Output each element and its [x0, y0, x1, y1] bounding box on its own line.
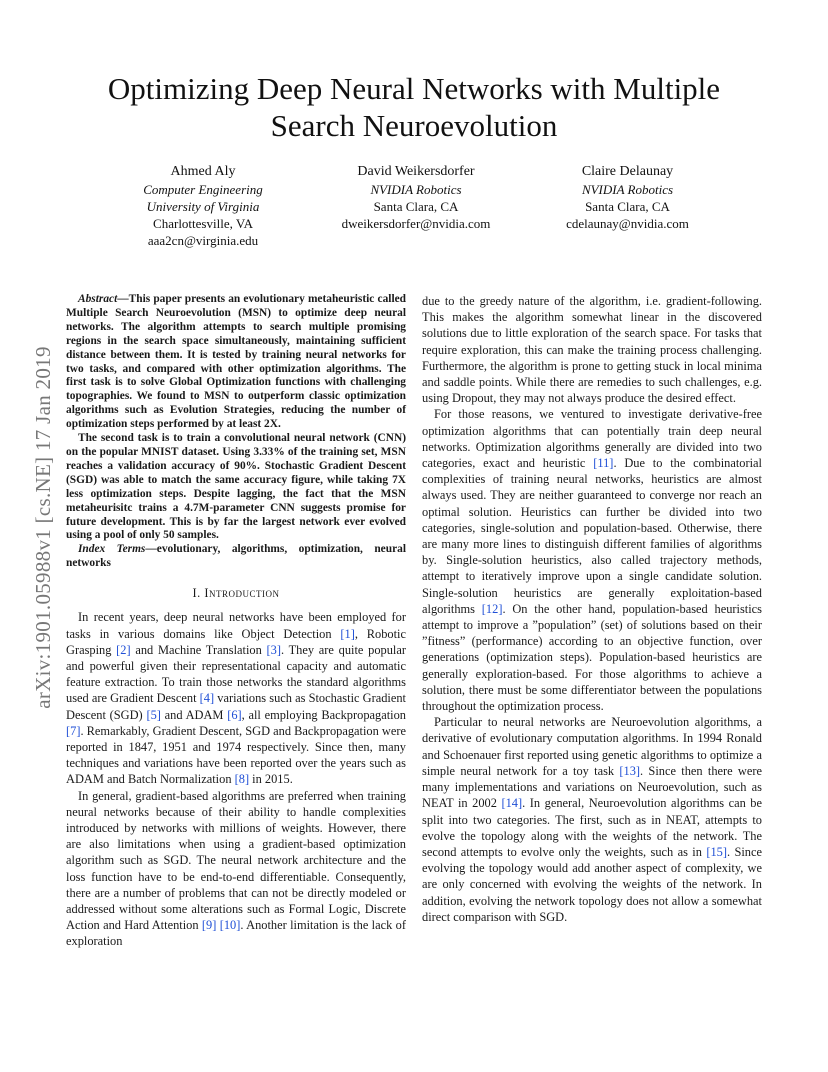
author-email: aaa2cn@virginia.edu	[147, 233, 259, 248]
citation-link[interactable]: [3]	[266, 642, 281, 657]
intro-paragraph-2-continued: due to the greedy nature of the algorithm, i.e. gradient-following. This makes the algorithm somewhat linear in the discovered solutions due to little exploration of the search space. For tasks that require exploration, this can make the training process challenging. Furthermore, the algorithm is prone to getting stuck in local minima and saddle points. While there are remedies to such challenges, e.g. using Dropout, they may not always produce the desired effect.	[422, 294, 762, 406]
title-line-1: Optimizing Deep Neural Networks with Multiple	[107, 71, 721, 106]
citation-link[interactable]: [14]	[501, 796, 523, 811]
author-affiliation: NVIDIA Robotics	[581, 182, 674, 197]
author-name: Ahmed Aly	[170, 164, 236, 179]
citation-link[interactable]: [10]	[219, 918, 241, 933]
abstract	[66, 293, 406, 571]
abstract-paragraph-1: Abstract—This paper presents an evolutionary metaheuristic called Multiple Search Neuroevolution (MSN) to optimize deep neural networks. The algorithm attempts to search multiple promising regions in the search space simultaneously, maintaining sufficient distance between them. It is tested by training neural networks for two tasks, and compared with other optimization algorithms. The first task is to solve Global Optimization functions with challenging topographies. We found to MSN to outperform classic optimization algorithms such as Evolution Strategies, reducing the number of optimization steps performed by at least 2X.	[66, 293, 406, 431]
citation-link[interactable]: [6]	[227, 707, 242, 722]
citation-link[interactable]: [7]	[66, 723, 81, 738]
author-location: Santa Clara, CA	[585, 199, 670, 214]
index-terms-label: Index Terms	[78, 543, 146, 556]
citation-link[interactable]: [12]	[481, 601, 503, 616]
citation-link[interactable]: [13]	[619, 763, 641, 778]
abstract-label: Abstract	[78, 293, 118, 305]
citation-link[interactable]: [4]	[199, 691, 215, 706]
arxiv-identifier	[32, 292, 54, 762]
citation-link[interactable]: [11]	[593, 456, 614, 471]
intro-paragraph-1: In recent years, deep neural networks have been employed for tasks in various domains like Object Detection [1], Robotic Grasping [2] and Machine Translation [3]. They are quite popular and powerful given their representational capacity and automatic feature extraction. To train those networks the standard algorithms used are Gradient Descent [4] variations such as Stochastic Gradient Descent (SGD) [5] and ADAM [6], all employing Backpropagation [7]. Remarkably, Gradient Descent, SGD and Backpropagation were reported in 1847, 1951 and 1974 respectively. Since then, many techniques and variations have been reported over the years such as ADAM and Batch Normalization [8] in 2015.	[66, 610, 407, 787]
author-location: Charlottesville, VA	[153, 216, 253, 231]
author-location: Santa Clara, CA	[373, 199, 459, 214]
title-line-2: Search Neuroevolution	[270, 108, 558, 143]
author-name: David Weikersdorfer	[357, 164, 475, 179]
index-terms: Index Terms—evolutionary, algorithms, optimization, neural networks	[66, 543, 406, 570]
citation-link[interactable]: [9]	[201, 918, 217, 933]
citation-link[interactable]: [2]	[116, 642, 131, 657]
author-name: Claire Delaunay	[581, 164, 674, 179]
left-column	[66, 293, 406, 950]
section-heading-introduction: I. Introduction	[192, 586, 280, 601]
citation-link[interactable]: [5]	[146, 707, 161, 722]
right-column	[422, 293, 762, 925]
intro-paragraph-2: In general, gradient-based algorithms are preferred when training neural networks because of their ability to handle complexities introduced by networks with millions of weights. However, there are also limitations when using a gradient-based optimization algorithm such as SGD. The neural network architecture and the loss function have to be end-to-end differentiable. Consequently, there are a number of problems that can not be directly modeled or addressed without some alterations such as Formal Logic, Discrete Action and Hard Attention [9] [10]. Another limitation is the lack of exploration	[66, 788, 406, 949]
intro-paragraph-3: For those reasons, we ventured to investigate derivative-free optimization algorithms that can potentially train deep neural networks. Optimization algorithms generally are divided into two categories, exact and heuristic [11]. Due to the combinatorial complexities of training neural networks, heuristics are almost always used. They are neither guaranteed to converge nor reach an optimal solution. Heuristics can further be divided into two categories, single-solution and population-based. Otherwise, there are many more lines to distinguish different families of algorithms by. Single-solution heuristics, also called trajectory methods, attempt to iteratively improve upon a single candidate solution. Single-solution heuristics are generally exploitation-based algorithms [12]. On the other hand, population-based heuristics attempt to improve a ”population” (set) of solutions based on their ”fitness” (performance) according to an objective function, over generations (optimization steps). Population-based heuristics are generally exploration-based. For those algorithms to achieve a solution, there must be some differentiator between the populations throughout the optimization process.	[422, 407, 762, 714]
citation-link[interactable]: [15]	[706, 844, 727, 859]
author-block-aly	[118, 163, 288, 249]
author-affiliation: Computer Engineering	[143, 182, 263, 197]
arxiv-identifier-text: arXiv:1901.05988v1 [cs.NE] 17 Jan 2019	[30, 345, 55, 709]
author-affiliation: NVIDIA Robotics	[370, 182, 462, 197]
abstract-paragraph-2: The second task is to train a convolutional neural network (CNN) on the popular MNIST dataset. Using 3.33% of the training set, MSN reaches a validation accuracy of 90%. Stochastic Gradient Descent (SGD) was able to match the same accuracy figure, while taking 7X less optimization steps. Despite lagging, the fact that the MSN metaheurisitc trains a 4.7M-parameter CNN suggests promise for future development. This is by far the largest network ever evolved using a pool of only 50 samples.	[66, 432, 406, 542]
author-email: cdelaunay@nvidia.com	[566, 216, 689, 231]
author-block-weikersdorfer	[318, 163, 514, 232]
intro-paragraph-4: Particular to neural networks are Neuroevolution algorithms, a derivative of evolutionary computation algorithms. In 1994 Ronald and Schoenauer first reported using genetic algorithms to optimize a simple neural network for a toy task [13]. Since then there were many implementations and variations on Neuroevolution, such as NEAT in 2002 [14]. In general, Neuroevolution algorithms can be split into two categories. The first, such as in NEAT, attempts to evolve the topology along with the weights of the network. The second attempts to evolve only the weights, such as in [15]. Since evolving the topology would add another aspect of complexity, we are only concerned with evolving the weights of the network. In addition, evolving the network topology does not allow a somewhat direct comparison with SGD.	[422, 715, 763, 924]
paper-title	[60, 70, 768, 144]
citation-link[interactable]: [1]	[340, 626, 355, 641]
citation-link[interactable]: [8]	[234, 772, 250, 787]
author-block-delaunay	[540, 163, 715, 232]
author-affiliation: University of Virginia	[146, 199, 260, 214]
author-email: dweikersdorfer@nvidia.com	[341, 216, 491, 231]
